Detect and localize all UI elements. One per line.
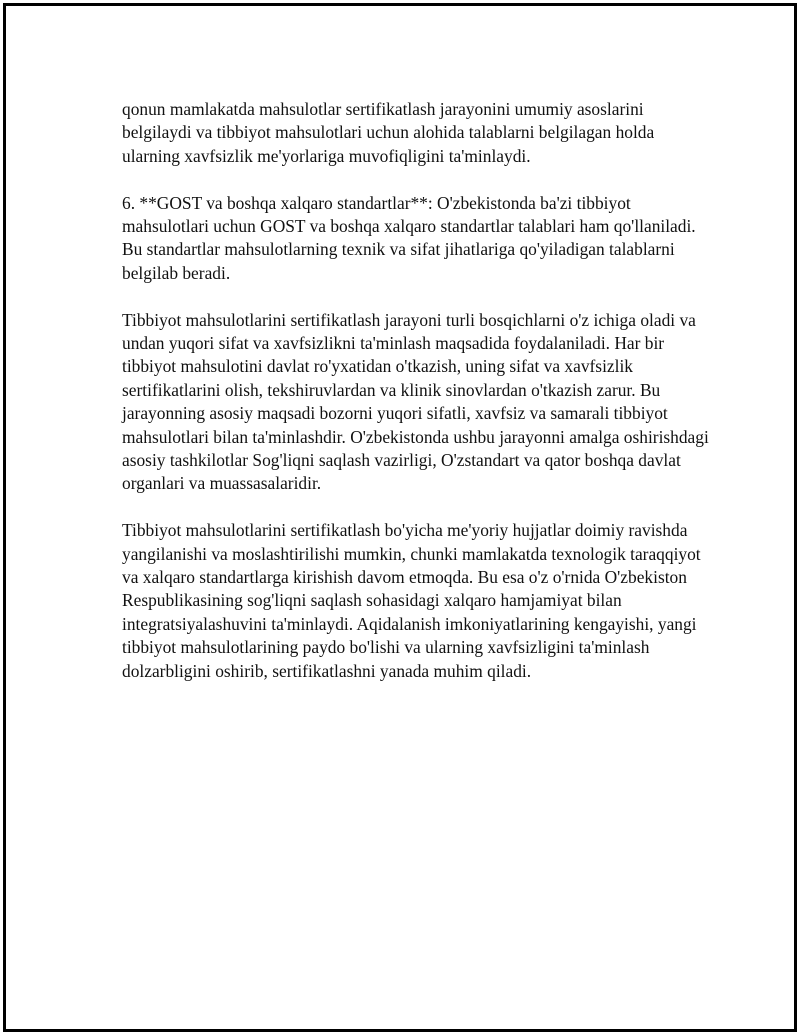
document-body — [122, 98, 712, 707]
paragraph-gost-standards: 6. **GOST va boshqa xalqaro standartlar**: O'zbekistonda ba'zi tibbiyot mahsulotlari uchun GOST va boshqa xalqaro standartlar talablari ham qo'llaniladi. Bu standartlar mahsulotlarning texnik va sifat jihatlariga qo'yiladigan talablarni belgilab beradi. — [122, 192, 696, 283]
paragraph-certification-process: Tibbiyot mahsulotlarini sertifikatlash jarayoni turli bosqichlarni o'z ichiga oladi va undan yuqori sifat va xavfsizlikni ta'minlash maqsadida foydalaniladi. Har bir tibbiyot mahsulotini davlat ro'yxatidan o'tkazish, uning sifat va xavfsizlik sertifikatlarini olish, tekshiruvlardan va klinik sinovlardan o'tkazish zarur. Bu jarayonning asosiy maqsadi bozorni yuqori sifatli, xavfsiz va samarali tibbiyot mahsulotlari bilan ta'minlashdir. O'zbekistonda ushbu jarayonni amalga oshirishdagi asosiy tashkilotlar Sog'liqni saqlash vazirligi, O'zstandart va qator boshqa davlat organlari va muassasalaridir. — [122, 309, 709, 494]
paragraph-qonun: qonun mamlakatda mahsulotlar sertifikatlash jarayonini umumiy asoslarini belgilaydi va tibbiyot mahsulotlari uchun alohida talablarni belgilagan holda ularning xavfsizlik me'yorlariga muvofiqligini ta'minlaydi. — [122, 99, 655, 166]
page-frame — [3, 3, 797, 1032]
paragraph-regulatory-updates: Tibbiyot mahsulotlarini sertifikatlash bo'yicha me'yoriy hujjatlar doimiy ravishda yangilanishi va moslashtirilishi mumkin, chunki mamlakatda texnologik taraqqiyot va xalqaro standartlarga kirishish davom etmoqda. Bu esa o'z o'rnida O'zbekiston Respublikasining sog'liqni saqlash sohasidagi xalqaro hamjamiyat bilan integratsiyalashuvini ta'minlaydi. Aqidalanish imkoniyatlarining kengayishi, yangi tibbiyot mahsulotlarining paydo bo'lishi va ularning xavfsizligini ta'minlash dolzarbligini oshirib, sertifikatlashni yanada muhim qiladi. — [122, 520, 701, 681]
